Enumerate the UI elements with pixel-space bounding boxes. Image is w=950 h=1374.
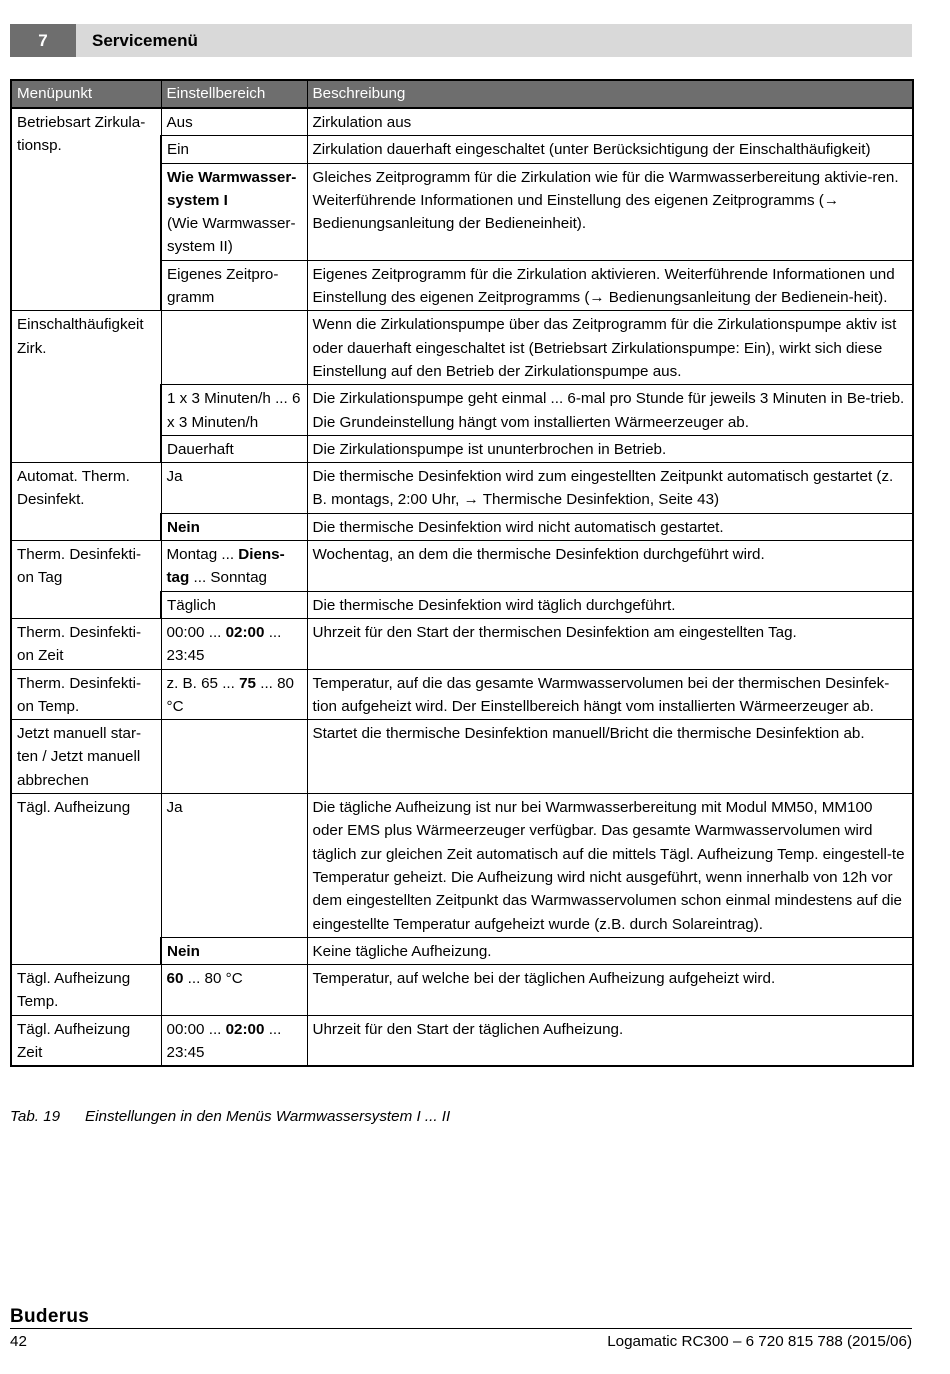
description-cell: Die thermische Desinfektion wird zum eingestellten Zeitpunkt automatisch gestartet (z. B. montags, 2:00 Uhr, → Thermische Desinfektion, Seite 43)	[307, 463, 913, 514]
column-header-range: Einstellbereich	[161, 80, 307, 108]
range-default-value: 02:00	[225, 623, 265, 641]
menu-cell: Tägl. Aufheizung	[11, 794, 161, 965]
menu-cell: Automat. Therm. Desinfekt.	[11, 463, 161, 541]
range-default-value: Nein	[167, 518, 200, 536]
range-text: 00:00 ...	[166, 1020, 226, 1038]
range-text: ... Sonntag	[189, 569, 267, 587]
description-cell: Wochentag, an dem die thermische Desinfektion durchgeführt wird.	[307, 541, 913, 592]
range-cell	[161, 720, 307, 794]
range-cell: Eigenes Zeitpro-gramm	[161, 260, 307, 311]
range-cell: Ja	[161, 463, 307, 514]
description-cell: Die Zirkulationspumpe geht einmal ... 6-mal pro Stunde für jeweils 3 Minuten in Be-trieb. Die Grundeinstellung hängt vom installierten Wärmeerzeuger ab.	[307, 385, 913, 436]
table-row	[11, 1015, 913, 1066]
range-text: Montag ...	[166, 546, 239, 564]
chapter-number: 7	[10, 24, 76, 57]
range-cell: Ja	[161, 794, 307, 938]
table-row	[11, 463, 913, 514]
range-cell: Dauerhaft	[161, 435, 307, 462]
range-cell: 1 x 3 Minuten/h ... 6 x 3 Minuten/h	[161, 385, 307, 436]
table-row	[11, 618, 913, 669]
range-text: z. B. 65 ...	[166, 674, 240, 692]
range-text: ... 23:45	[166, 1020, 282, 1061]
chapter-title: Servicemenü	[92, 31, 198, 50]
menu-cell: Therm. Desinfekti-on Tag	[11, 541, 161, 619]
range-default-value: 02:00	[225, 1020, 265, 1038]
description-cell: Die Zirkulationspumpe ist ununterbrochen in Betrieb.	[307, 435, 913, 462]
caption-label: Tab. 19	[10, 1108, 61, 1125]
footer-divider	[10, 1328, 912, 1329]
description-cell: Temperatur, auf welche bei der täglichen Aufheizung aufgeheizt wird.	[307, 965, 913, 1016]
column-header-menu: Menüpunkt	[11, 80, 161, 108]
description-cell: Die tägliche Aufheizung ist nur bei Warmwasserbereitung mit Modul MM50, MM100 oder EMS plus Wärmeerzeuger verfügbar. Das gesamte Warmwasservolumen wird täglich zur gleichen Zeit automatisch auf die mittels Tägl. Aufheizung Temp. eingestell-te Temperatur geheizt. Die Aufheizung wird nicht ausgeführt, wenn innerhalb von 12h vor dem eingestellten Zeitpunkt das Warmwasservolumen schon einmal mindestens auf die eingestellte Temperatur aufgeheizt wurde (z.B. durch Solareintrag).	[307, 794, 913, 938]
description-cell: Wenn die Zirkulationspumpe über das Zeitprogramm für die Zirkulationspumpe aktiv ist oder dauerhaft eingeschaltet ist (Betriebsart Zirkulationspumpe: Ein), wirkt sich diese Einstellung auf den Betrieb der Zirkulationspumpe aus.	[307, 311, 913, 385]
menu-cell: Einschalthäufigkeit Zirk.	[11, 311, 161, 463]
menu-cell: Therm. Desinfekti-on Zeit	[11, 618, 161, 669]
table-header-row	[11, 80, 913, 108]
menu-cell: Jetzt manuell star-ten / Jetzt manuell abbrechen	[11, 720, 161, 794]
column-header-description: Beschreibung	[307, 80, 913, 108]
range-default-value: Wie Warmwasser-system I	[167, 168, 297, 209]
description-cell: Gleiches Zeitprogramm für die Zirkulation wie für die Warmwasserbereitung aktivie-ren. Weiterführende Informationen und Einstellung des eigenen Zeitprogramms (→ Bedienungsanleitung der Bedieneinheit).	[307, 163, 913, 260]
range-text: ... 23:45	[166, 623, 282, 665]
range-cell	[161, 965, 307, 1016]
range-default-value: 75	[239, 674, 256, 692]
caption-text: Einstellungen in den Menüs Warmwassersystem I ... II	[85, 1108, 451, 1125]
range-cell: Täglich	[161, 591, 307, 618]
table-row	[11, 541, 913, 592]
range-text: ... 80 °C	[166, 674, 294, 715]
description-cell: Eigenes Zeitprogramm für die Zirkulation aktivieren. Weiterführende Informationen und Einstellung des eigenen Zeitprogramms (→ Bedienungsanleitung der Bedienein-heit).	[307, 260, 913, 311]
range-text: (Wie Warmwasser-system II)	[167, 215, 296, 256]
range-cell	[161, 937, 307, 964]
menu-cell: Tägl. Aufheizung Zeit	[11, 1015, 161, 1066]
page-number: 42	[10, 1333, 27, 1350]
description-cell: Uhrzeit für den Start der thermischen Desinfektion am eingestellten Tag.	[307, 618, 913, 669]
range-default-value: Nein	[167, 942, 200, 960]
description-cell: Zirkulation dauerhaft eingeschaltet (unter Berücksichtigung der Einschalthäufigkeit)	[307, 136, 913, 163]
table-row	[11, 720, 913, 794]
description-cell: Die thermische Desinfektion wird täglich durchgeführt.	[307, 591, 913, 618]
range-cell	[161, 1015, 307, 1066]
description-cell: Die thermische Desinfektion wird nicht automatisch gestartet.	[307, 513, 913, 540]
description-cell: Temperatur, auf die das gesamte Warmwasservolumen bei der thermischen Desinfek-tion aufgeheizt wird. Der Einstellbereich hängt vom installierten Wärmeerzeuger ab.	[307, 669, 913, 720]
table-row	[11, 669, 913, 720]
description-cell: Uhrzeit für den Start der täglichen Aufheizung.	[307, 1015, 913, 1066]
table-row	[11, 311, 913, 385]
table-caption	[10, 1108, 450, 1125]
range-cell	[161, 163, 307, 260]
document-id: Logamatic RC300 – 6 720 815 788 (2015/06)	[607, 1333, 912, 1350]
range-cell	[161, 618, 307, 669]
chapter-header	[10, 24, 912, 57]
range-text: ... 80 °C	[183, 970, 243, 988]
range-cell	[161, 311, 307, 385]
range-cell	[161, 513, 307, 540]
description-cell: Zirkulation aus	[307, 108, 913, 136]
table-row	[11, 794, 913, 938]
range-cell: Ein	[161, 136, 307, 163]
range-cell	[161, 541, 307, 592]
range-cell: Aus	[161, 108, 307, 136]
menu-cell: Tägl. Aufheizung Temp.	[11, 965, 161, 1016]
description-cell: Startet die thermische Desinfektion manuell/Bricht die thermische Desinfektion ab.	[307, 720, 913, 794]
brand-logo: Buderus	[10, 1306, 90, 1327]
table-row	[11, 965, 913, 1016]
range-default-value: Diens-tag	[166, 546, 285, 587]
range-default-value: 60	[166, 970, 184, 988]
settings-table	[10, 79, 914, 1067]
range-text: 00:00 ...	[166, 623, 226, 641]
range-cell	[161, 669, 307, 720]
menu-cell: Betriebsart Zirkula-tionsp.	[11, 108, 161, 311]
menu-cell: Therm. Desinfekti-on Temp.	[11, 669, 161, 720]
description-cell: Keine tägliche Aufheizung.	[307, 937, 913, 964]
table-row	[11, 108, 913, 136]
